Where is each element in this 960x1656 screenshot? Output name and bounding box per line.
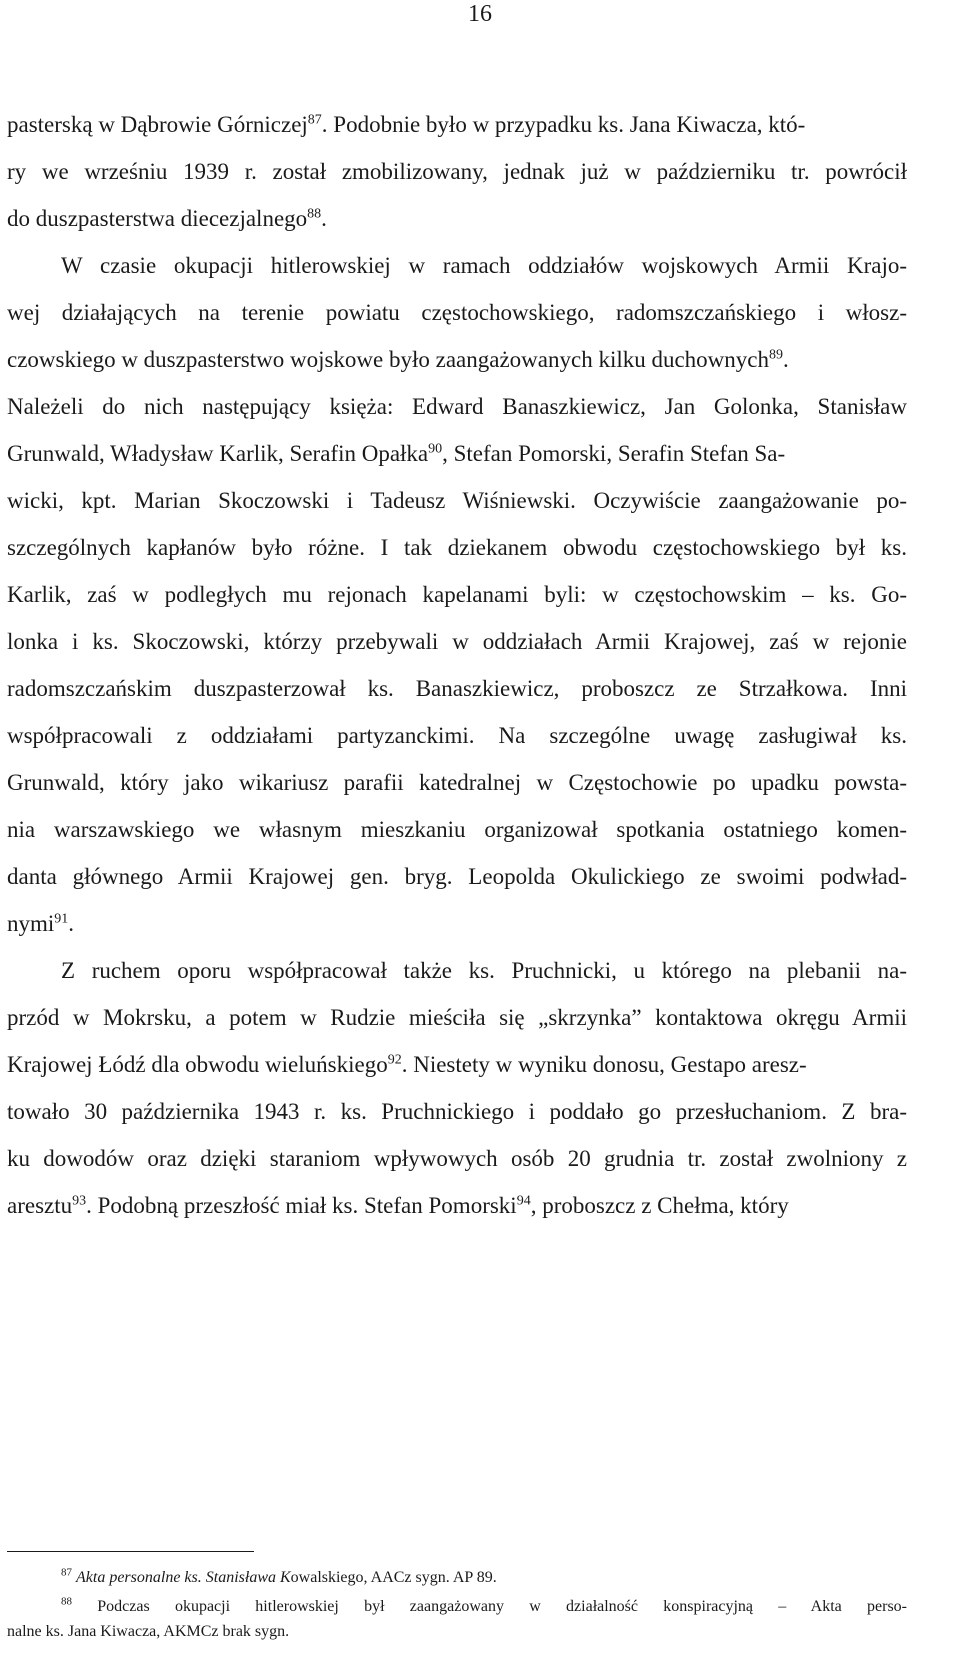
text-line: Należeli do nich następujący księża: Edward Banaszkiewicz, Jan Golonka, Stanisław: [7, 394, 907, 419]
text-line: radomszczańskim duszpasterzował ks. Banaszkiewicz, proboszcz ze Strzałkowa. Inni: [7, 676, 907, 701]
text-line: pasterską w Dąbrowie Górniczej$^{87}$. Podobnie było w przypadku ks. Jana Kiwacza, któ-: [7, 112, 806, 137]
text-line: nymi$^{91}$.: [7, 911, 75, 936]
text-line: przód w Mokrsku, a potem w Rudzie mieściła się „skrzynka” kontaktowa okręgu Armii: [7, 1005, 907, 1030]
footnote-separator: [7, 1551, 254, 1552]
footnote-ref[interactable]: 87: [307, 112, 322, 128]
footnote-ref[interactable]: 94: [516, 1193, 531, 1209]
footnote-87: $^{87}$ Akta personalne ks. Stanisława Kowalskiego, AACz sygn. AP 89.: [61, 1566, 497, 1586]
text-line: wej działających na terenie powiatu częstochowskiego, radomszczańskiego i włosz-: [7, 300, 907, 325]
text-line: ry we wrześniu 1939 r. został zmobilizowany, jednak już w październiku tr. powrócił: [7, 159, 907, 184]
text-line: aresztu$^{93}$. Podobną przeszłość miał ks. Stefan Pomorski$^{94}$, proboszcz z Chełma, który: [7, 1193, 789, 1218]
text-line: Grunwald, który jako wikariusz parafii katedralnej w Częstochowie po upadku powsta-: [7, 770, 907, 795]
text-line: ku dowodów oraz dzięki staraniom wpływowych osób 20 grudnia tr. został zwolniony z: [7, 1146, 907, 1171]
text-line: towało 30 października 1943 r. ks. Pruchnickiego i poddało go przesłuchaniom. Z bra-: [7, 1099, 907, 1124]
text-line: Z ruchem oporu współpracował także ks. Pruchnicki, u którego na plebanii na-: [61, 958, 907, 983]
text-line: czowskiego w duszpasterstwo wojskowe było zaangażowanych kilku duchownych$^{89}$.: [7, 347, 789, 372]
text-line: do duszpasterstwa diecezjalnego$^{88}$.: [7, 206, 327, 231]
text-line: Krajowej Łódź dla obwodu wieluńskiego$^{92}$. Niestety w wyniku donosu, Gestapo aresz-: [7, 1052, 807, 1077]
text-line: współpracowali z oddziałami partyzanckimi. Na szczególne uwagę zasługiwał ks.: [7, 723, 907, 748]
text-line: lonka i ks. Skoczowski, którzy przebywali w oddziałach Armii Krajowej, zaś w rejonie: [7, 629, 907, 654]
footnote-ref[interactable]: 93: [72, 1193, 87, 1209]
text-line: danta głównego Armii Krajowej gen. bryg. Leopolda Okulickiego ze swoimi podwład-: [7, 864, 907, 889]
text-line: W czasie okupacji hitlerowskiej w ramach oddziałów wojskowych Armii Krajo-: [61, 253, 907, 278]
page-number: 16: [468, 1, 492, 27]
text-line: nia warszawskiego we własnym mieszkaniu organizował spotkania ostatniego komen-: [7, 817, 907, 842]
footnote-ref[interactable]: 89: [769, 347, 783, 363]
footnote-number: 87: [61, 1566, 72, 1579]
text-line: Karlik, zaś w podległych mu rejonach kapelanami byli: w częstochowskim – ks. Go-: [7, 582, 907, 607]
footnote-88-cont: nalne ks. Jana Kiwacza, AKMCz brak sygn.: [7, 1623, 290, 1640]
footnote-ref[interactable]: 91: [54, 911, 69, 927]
text-line: wicki, kpt. Marian Skoczowski i Tadeusz Wiśniewski. Oczywiście zaangażowanie po-: [7, 488, 907, 513]
footnote-88: $^{88}$ Podczas okupacji hitlerowskiej był zaangażowany w działalność konspiracyjną – Akta perso-: [61, 1595, 907, 1615]
footnote-ref[interactable]: 92: [387, 1052, 402, 1068]
text-line: Grunwald, Władysław Karlik, Serafin Opałka$^{90}$, Stefan Pomorski, Serafin Stefan Sa-: [7, 441, 786, 466]
footnote-number: 88: [61, 1595, 72, 1608]
text-line: szczególnych kapłanów było różne. I tak dziekanem obwodu częstochowskiego był ks.: [7, 535, 907, 560]
footnote-ref[interactable]: 88: [307, 206, 322, 222]
footnote-ref[interactable]: 90: [428, 441, 443, 457]
